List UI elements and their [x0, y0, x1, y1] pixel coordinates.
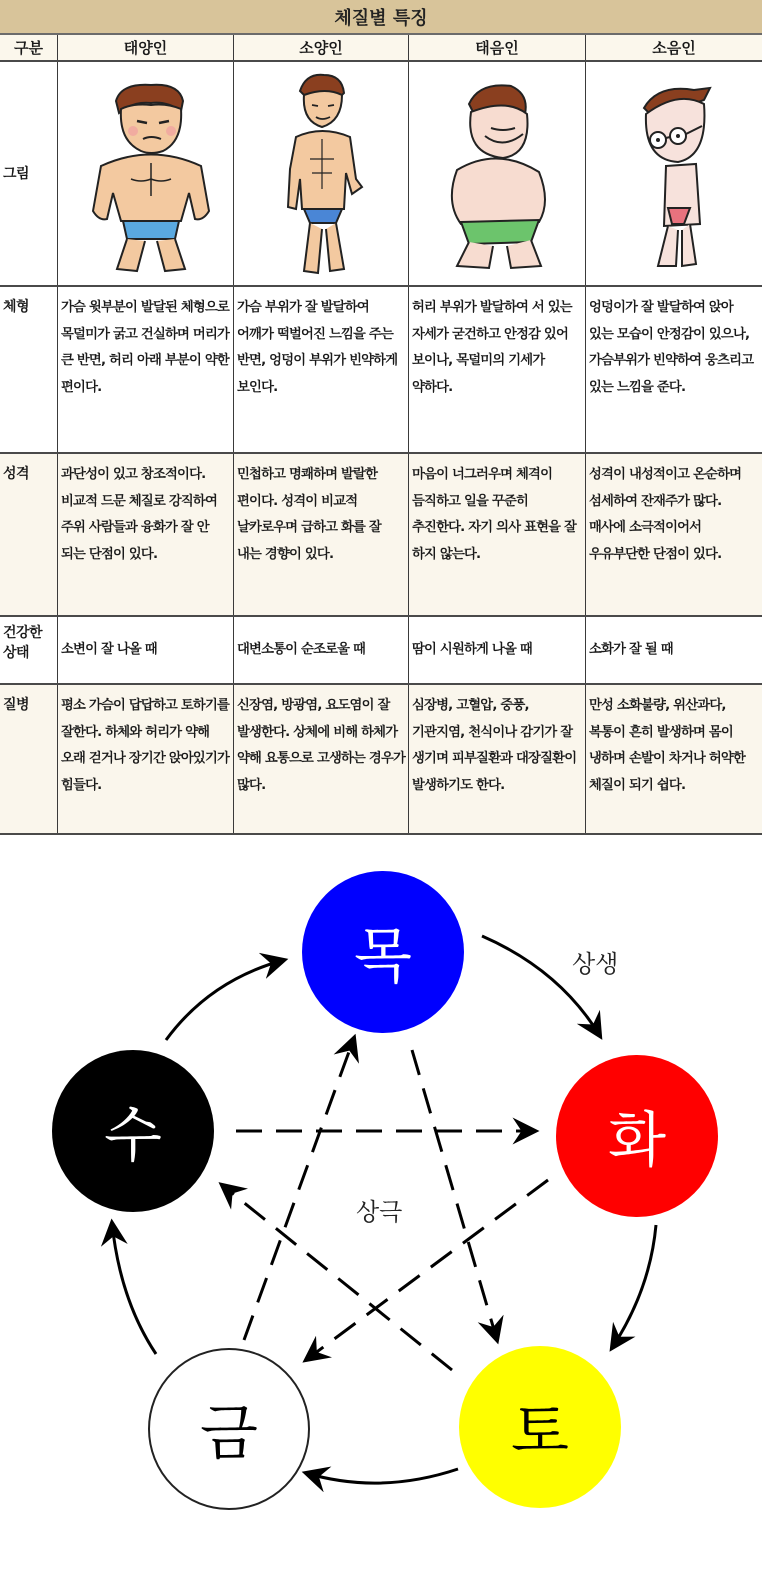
body-type-soeum: 엉덩이가 잘 발달하여 앉아 있는 모습이 안정감이 있으나, 가슴부위가 빈약하여 웅츠리고 있는 느낌을 준다.	[585, 287, 762, 452]
figure-soeum	[585, 62, 762, 285]
arrow-earth-to-metal	[306, 1469, 458, 1483]
muscular-man-icon	[71, 71, 221, 276]
arrow-water-to-wood	[166, 960, 284, 1040]
body-type-soyang: 가슴 부위가 잘 발달하여 어깨가 떡벌어진 느낌을 주는 반면, 엉덩이 부위가 빈약하게 보인다.	[233, 287, 408, 452]
slim-man-icon	[266, 69, 376, 279]
disease-taeeum: 심장병, 고혈압, 중풍, 기관지염, 천식이나 감기가 잘 생기며 피부질환과 대장질환이 발생하기도 한다.	[408, 685, 585, 833]
five-elements-diagram	[0, 840, 768, 1578]
node-earth-label: 토	[511, 1397, 569, 1467]
healthy-state-soyang: 대변소통이 순조로울 때	[233, 617, 408, 683]
table-row-body-type	[0, 287, 762, 454]
figure-taeyang	[57, 62, 233, 285]
generating-cycle-label: 상생	[572, 950, 619, 978]
node-wood	[302, 871, 464, 1033]
node-fire-label: 화	[608, 1106, 666, 1176]
healthy-state-taeyang: 소변이 잘 나올 때	[57, 617, 233, 683]
header-soyang: 소양인	[233, 35, 408, 60]
personality-soeum: 성격이 내성적이고 온순하며 섬세하여 잔재주가 많다. 매사에 소극적이어서 우유부단한 단점이 있다.	[585, 454, 762, 615]
row-label-picture: 그림	[3, 165, 30, 182]
healthy-state-soeum: 소화가 잘 될 때	[585, 617, 762, 683]
row-label-personality: 성격	[3, 466, 30, 482]
healthy-state-taeeum: 땀이 시원하게 나올 때	[408, 617, 585, 683]
node-water-label: 수	[104, 1101, 162, 1171]
personality-soyang: 민첩하고 명쾌하며 발랄한 편이다. 성격이 비교적 날카로우며 급하고 화를 잘 내는 경향이 있다.	[233, 454, 408, 615]
header-taeeum: 태음인	[408, 35, 585, 60]
controlling-cycle-label: 상극	[356, 1198, 403, 1226]
table-row-disease	[0, 685, 762, 835]
personality-taeeum: 마음이 너그러우며 체격이 듬직하고 일을 꾸준히 추진한다. 자기 의사 표현을 잘 하지 않는다.	[408, 454, 585, 615]
node-metal	[148, 1348, 310, 1510]
arrow-metal-to-water	[112, 1223, 156, 1354]
node-fire	[556, 1055, 718, 1217]
arrow-fire-to-metal	[306, 1180, 548, 1360]
header-taeyang: 태양인	[57, 35, 233, 60]
node-earth	[459, 1346, 621, 1508]
body-type-taeeum: 허리 부위가 발달하여 서 있는 자세가 굳건하고 안정감 있어 보이나, 목덜미의 기세가 약하다.	[408, 287, 585, 452]
node-water	[52, 1050, 214, 1212]
table-row-healthy-state	[0, 617, 762, 685]
arrow-fire-to-earth	[612, 1225, 656, 1348]
row-label-healthy-state: 건강한 상태	[3, 625, 43, 661]
row-label-body-type: 체형	[3, 299, 30, 315]
figure-soyang	[233, 62, 408, 285]
disease-taeyang: 평소 가슴이 답답하고 토하기를 잘한다. 하체와 허리가 약해 오래 걷거나 장기간 앉아있기가 힘들다.	[57, 685, 233, 833]
thin-man-with-glasses-icon	[614, 74, 734, 274]
arrow-metal-to-wood	[244, 1038, 354, 1340]
table-row-picture	[0, 62, 762, 287]
body-type-taeyang: 가슴 윗부분이 발달된 체형으로 목덜미가 굵고 건실하며 머리가 큰 반면, 허리 아래 부분이 약한 편이다.	[57, 287, 233, 452]
header-soeum: 소음인	[585, 35, 762, 60]
figure-taeeum	[408, 62, 585, 285]
row-label-disease: 질병	[3, 697, 30, 713]
personality-taeyang: 과단성이 있고 창조적이다. 비교적 드문 체질로 강직하여 주위 사람들과 융화가 잘 안 되는 단점이 있다.	[57, 454, 233, 615]
header-label: 구분	[14, 39, 43, 57]
chubby-man-icon	[427, 74, 567, 274]
table-title: 체질별 특징	[0, 0, 762, 35]
node-metal-label: 금	[200, 1399, 258, 1469]
node-wood-label: 목	[354, 922, 412, 992]
disease-soyang: 신장염, 방광염, 요도염이 잘 발생한다. 상체에 비해 하체가 약해 요통으로 고생하는 경우가 많다.	[233, 685, 408, 833]
table-row-personality	[0, 454, 762, 617]
arrow-wood-to-earth	[412, 1050, 497, 1340]
table-header-row	[0, 35, 762, 62]
disease-soeum: 만성 소화불량, 위산과다, 복통이 흔히 발생하며 몸이 냉하며 손발이 차거나 허약한 체질이 되기 쉽다.	[585, 685, 762, 833]
